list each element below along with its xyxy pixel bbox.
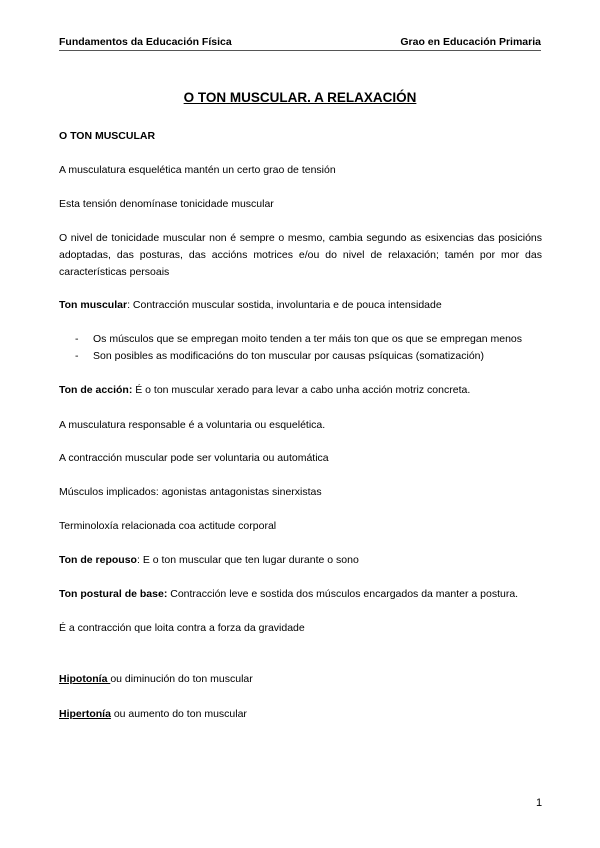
paragraph-gravidade: É a contracción que loita contra a forza da gravidade (59, 622, 305, 634)
bullet-list (59, 331, 542, 365)
paragraph-terminoloxia: Terminoloxía relacionada coa actitude corporal (59, 520, 277, 532)
paragraph-contraccion: A contracción muscular pode ser voluntaria ou automática (59, 452, 329, 464)
definition-ton-repouso (59, 552, 542, 569)
definition-hipotonia (59, 671, 542, 688)
definition-ton-accion (59, 382, 542, 399)
bullet-marker: - (75, 350, 79, 362)
def-ton-repouso: : E o ton muscular que ten lugar durante o sono (136, 554, 359, 566)
def-hipotonia: ou diminución do ton muscular (110, 673, 253, 685)
term-ton-repouso: Ton de repouso (59, 554, 137, 566)
page-header (59, 34, 541, 51)
def-ton-accion: É o ton muscular xerado para levar a cabo unha acción motriz concreta. (132, 384, 471, 396)
list-item-text: Son posibles as modificacións do ton muscular por causas psíquicas (somatización) (93, 350, 485, 362)
definition-ton-postural (59, 586, 542, 603)
def-ton-postural: Contracción leve e sostida dos músculos encargados da manter a postura. (167, 588, 519, 600)
term-ton-muscular: Ton muscular (59, 299, 128, 311)
list-item (59, 348, 542, 365)
def-hipertonia: ou aumento do ton muscular (110, 708, 247, 720)
definition-hipertonia (59, 706, 542, 723)
section-heading: O TON MUSCULAR (59, 130, 156, 142)
paragraph-nivel-tonicidade: O nivel de tonicidade muscular non é sempre o mesmo, cambia segundo as esixencias das posicións adoptadas, das posturas, das accións motrices e/ou do nivel de relaxación; tamén por mor das características persoais (59, 232, 542, 278)
header-degree: Grao en Educación Primaria (400, 36, 541, 48)
list-item (59, 331, 542, 348)
paragraph-tension: Esta tensión denomínase tonicidade muscular (59, 198, 274, 210)
page-number: 1 (536, 797, 543, 809)
bullet-marker: - (75, 333, 79, 345)
paragraph-musculatura: A musculatura esquelética mantén un certo grao de tensión (59, 164, 336, 176)
definition-ton-muscular (59, 297, 542, 314)
term-hipotonia: Hipotonía (59, 673, 111, 685)
header-course: Fundamentos da Educación Física (59, 36, 232, 48)
term-hipertonia: Hipertonía (59, 708, 111, 720)
def-ton-muscular: : Contracción muscular sostida, involuntaria e de pouca intensidade (127, 299, 442, 311)
term-ton-postural: Ton postural de base: (59, 588, 168, 600)
paragraph-musculatura-responsable: A musculatura responsable é a voluntaria ou esquelética. (59, 419, 326, 431)
list-item-text: Os músculos que se empregan moito tenden a ter máis ton que os que se empregan menos (93, 333, 522, 345)
page-title: O TON MUSCULAR. A RELAXACIÓN (183, 90, 417, 105)
term-ton-accion: Ton de acción: (59, 384, 133, 396)
paragraph-musculos-implicados: Músculos implicados: agonistas antagonistas sinerxistas (59, 486, 322, 498)
